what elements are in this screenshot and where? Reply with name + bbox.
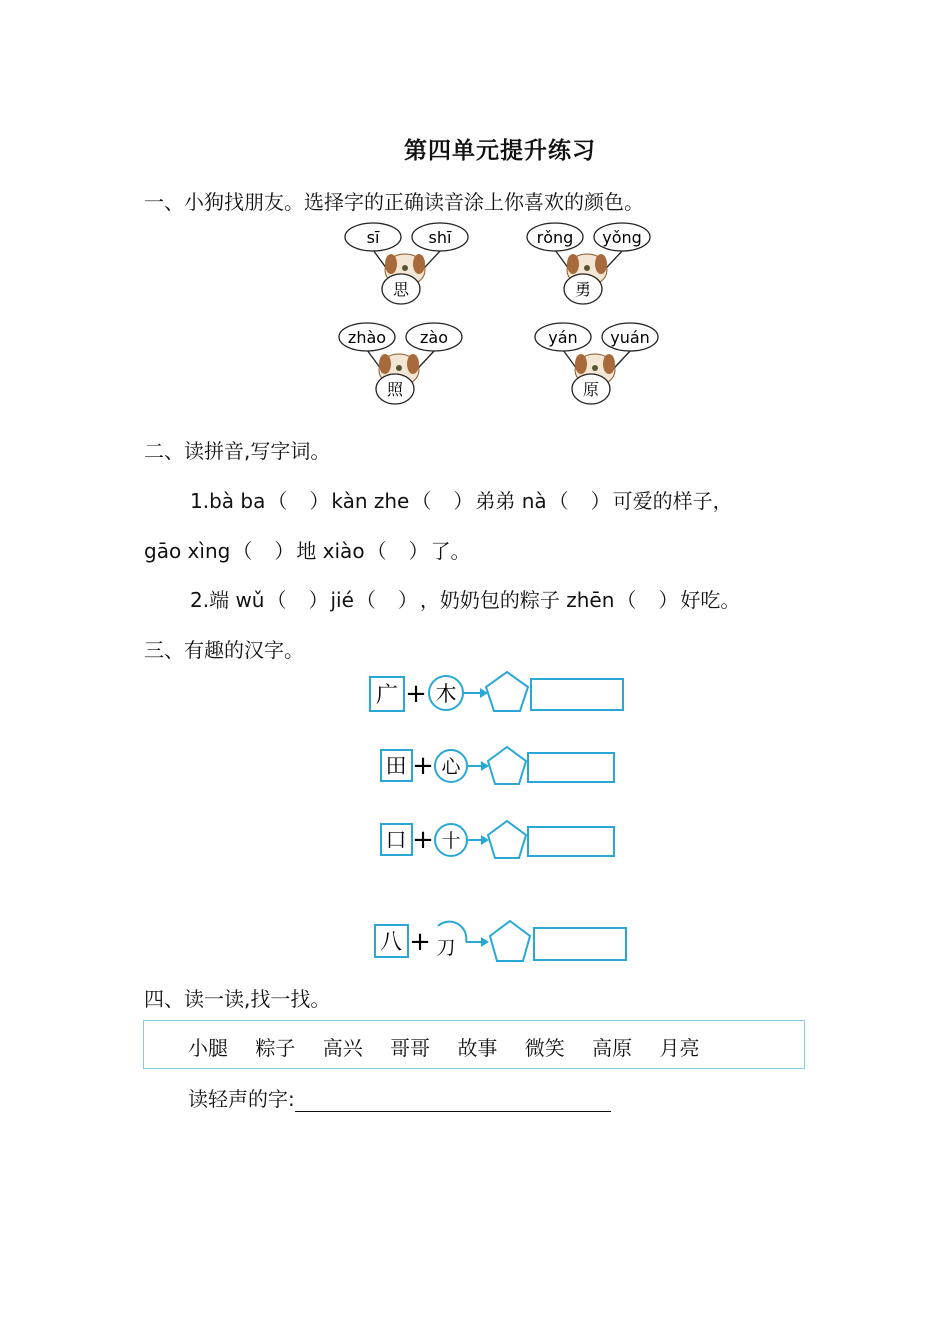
exercise-line-3	[190, 584, 740, 613]
component-char: 心	[441, 756, 461, 778]
dog-char: 思	[392, 280, 410, 299]
word-item: 粽子	[255, 1036, 296, 1060]
pinyin-option[interactable]: yǒng	[602, 228, 642, 247]
plus-sign: +	[412, 825, 434, 855]
answer-blank[interactable]: （ ）	[616, 588, 679, 612]
component-char: 刀	[436, 937, 456, 959]
pinyin-option[interactable]: rǒng	[536, 228, 574, 247]
answer-label: 读轻声的字:	[188, 1087, 295, 1111]
component-char: 广	[375, 683, 399, 708]
answer-blank[interactable]: （ ）	[266, 588, 329, 612]
plus-sign: +	[409, 927, 431, 957]
answer-pentagon[interactable]	[490, 921, 530, 961]
pinyin-option[interactable]: yán	[548, 328, 578, 347]
answer-underline[interactable]	[295, 1091, 611, 1112]
pinyin-text: gāo xìng	[144, 539, 231, 563]
component-char: 田	[385, 754, 407, 778]
answer-blank[interactable]: （ ）	[355, 588, 418, 612]
answer-pentagon[interactable]	[488, 747, 526, 784]
component-char: 八	[379, 930, 403, 955]
word-item: 高原	[592, 1036, 633, 1060]
dog-group-3	[339, 323, 462, 404]
plus-sign: +	[412, 751, 434, 781]
answer-blank[interactable]: （ ）	[411, 489, 474, 513]
pinyin-option[interactable]: zhào	[347, 328, 387, 347]
pinyin-text: 地 xiào	[296, 539, 365, 563]
dog-group-1	[345, 223, 468, 304]
answer-blank[interactable]: （ ）	[267, 489, 330, 513]
page-title: 第四单元提升练习	[404, 138, 596, 164]
dog-group-2	[527, 223, 650, 304]
exercise-line-2	[144, 535, 471, 564]
answer-box[interactable]	[531, 679, 623, 710]
answer-box[interactable]	[528, 827, 614, 856]
answer-box[interactable]	[534, 928, 626, 960]
character-combination-diagram	[0, 660, 950, 970]
component-char: 十	[441, 830, 461, 852]
pinyin-option[interactable]: yuán	[610, 328, 650, 347]
plus-sign: +	[405, 679, 427, 709]
dog-group-4	[535, 323, 658, 404]
static-text: 好吃。	[680, 588, 741, 612]
answer-box[interactable]	[528, 753, 614, 782]
word-item: 微笑	[524, 1036, 565, 1060]
arrow-icon	[481, 937, 489, 947]
word-item: 高兴	[322, 1036, 363, 1060]
section3-heading: 三、有趣的汉字。	[144, 638, 304, 662]
answer-pentagon[interactable]	[488, 821, 526, 858]
pinyin-text: jié	[330, 588, 354, 612]
static-text: ，奶奶包的粽子 zhēn	[419, 588, 615, 612]
static-text: 了。	[430, 539, 471, 563]
combo-row-1	[370, 672, 623, 711]
pinyin-text: 2.端 wǔ	[190, 588, 265, 612]
dog-char: 原	[582, 380, 600, 399]
pinyin-text: kàn zhe	[331, 489, 410, 513]
word-item: 月亮	[659, 1036, 700, 1060]
word-list	[188, 1032, 721, 1061]
word-item: 小腿	[188, 1036, 228, 1060]
dog-illustrations	[0, 0, 950, 420]
component-char: 口	[385, 828, 407, 852]
section1-heading: 一、小狗找朋友。选择字的正确读音涂上你喜欢的颜色。	[144, 190, 644, 214]
exercise-line-1	[190, 485, 733, 514]
answer-line	[188, 1083, 611, 1112]
word-item: 故事	[457, 1036, 498, 1060]
pinyin-text: 1.bà ba	[190, 489, 266, 513]
answer-blank[interactable]: （ ）	[232, 539, 295, 563]
answer-pentagon[interactable]	[486, 672, 528, 711]
static-text: 可爱的样子，	[612, 489, 733, 513]
pinyin-option[interactable]: zào	[420, 328, 448, 347]
answer-blank[interactable]: （ ）	[366, 539, 429, 563]
answer-blank[interactable]: （ ）	[548, 489, 611, 513]
pinyin-option[interactable]: sī	[366, 228, 380, 247]
component-char: 木	[435, 682, 457, 706]
combo-row-4	[375, 921, 626, 961]
pinyin-text: 弟弟 nà	[475, 489, 547, 513]
combo-row-2	[381, 747, 614, 784]
word-item: 哥哥	[390, 1036, 431, 1060]
section2-heading: 二、读拼音,写字词。	[144, 439, 331, 463]
dog-char: 勇	[574, 280, 592, 299]
pinyin-option[interactable]: shī	[428, 228, 452, 247]
combo-row-3	[381, 821, 614, 858]
dog-char: 照	[386, 380, 404, 399]
section4-heading: 四、读一读,找一找。	[144, 987, 331, 1011]
